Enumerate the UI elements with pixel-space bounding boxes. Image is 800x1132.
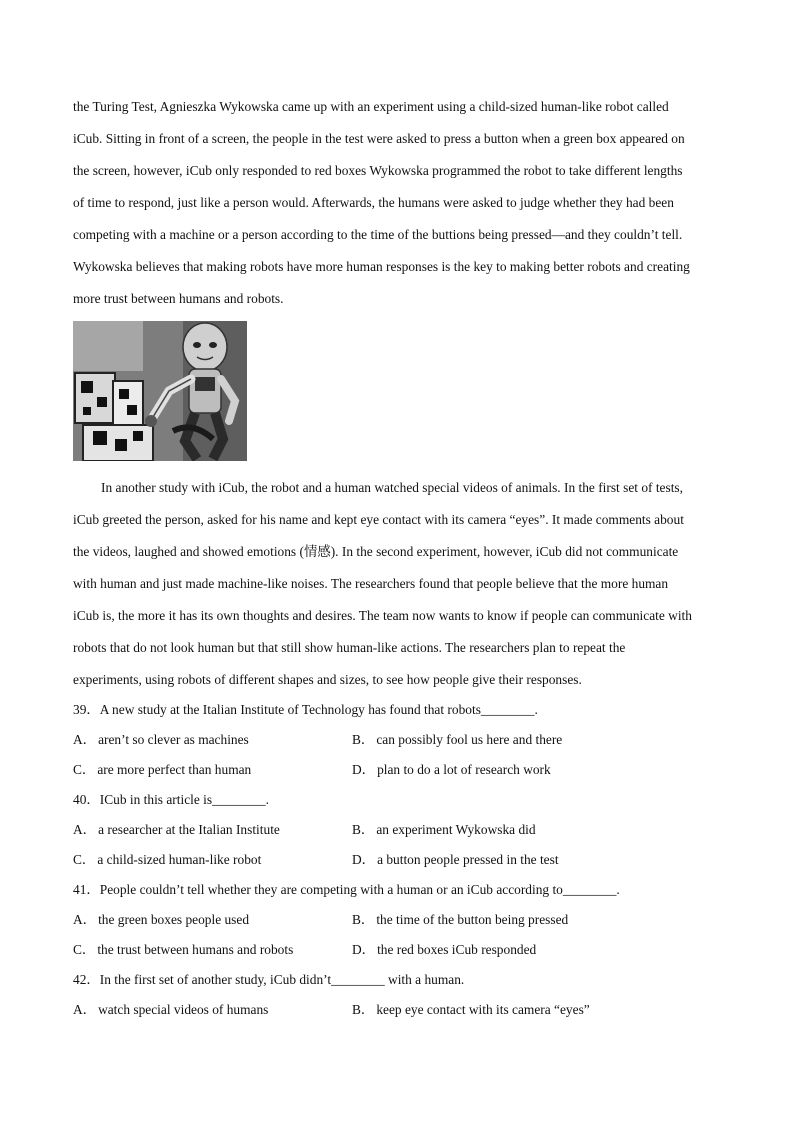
option-text: a child-sized human-like robot bbox=[97, 852, 262, 867]
option-letter: C． bbox=[73, 762, 96, 777]
question-40-option-b[interactable] bbox=[352, 821, 536, 839]
passage-line: the screen, however, iCub only responded to red boxes Wykowska programmed the robot to take different lengths bbox=[73, 163, 683, 178]
option-letter: B． bbox=[352, 732, 375, 747]
option-text: can possibly fool us here and there bbox=[376, 732, 563, 747]
question-41-option-d[interactable] bbox=[352, 941, 536, 959]
option-letter: D． bbox=[352, 762, 376, 777]
passage-line: the videos, laughed and showed emotions (情感). In the second experiment, however, iCub did not communicate bbox=[73, 544, 679, 559]
option-letter: D． bbox=[352, 852, 376, 867]
question-41-stem: 41．People couldn’t tell whether they are competing with a human or an iCub according to________. bbox=[73, 882, 620, 897]
question-39-option-a[interactable] bbox=[73, 731, 249, 749]
option-letter: A． bbox=[73, 732, 97, 747]
option-text: the green boxes people used bbox=[98, 912, 250, 927]
option-text: a button people pressed in the test bbox=[377, 852, 559, 867]
passage-line: of time to respond, just like a person would. Afterwards, the humans were asked to judge whether they had been bbox=[73, 195, 674, 210]
option-text: the red boxes iCub responded bbox=[377, 942, 537, 957]
question-39-option-d[interactable] bbox=[352, 761, 551, 779]
option-letter: D． bbox=[352, 942, 376, 957]
option-text: keep eye contact with its camera “eyes” bbox=[376, 1002, 590, 1017]
icub-robot-photo bbox=[73, 321, 247, 461]
option-text: aren’t so clever as machines bbox=[98, 732, 249, 747]
question-42-stem: 42．In the first set of another study, iCub didn’t________ with a human. bbox=[73, 972, 465, 987]
question-39-option-b[interactable] bbox=[352, 731, 562, 749]
passage-line: with human and just made machine-like noises. The researchers found that people believe that the more human bbox=[73, 576, 669, 591]
option-letter: A． bbox=[73, 912, 97, 927]
question-42-option-b[interactable] bbox=[352, 1001, 590, 1019]
option-text: are more perfect than human bbox=[97, 762, 252, 777]
option-text: a researcher at the Italian Institute bbox=[98, 822, 280, 837]
option-letter: C． bbox=[73, 852, 96, 867]
option-text: the time of the button being pressed bbox=[376, 912, 569, 927]
question-41-option-b[interactable] bbox=[352, 911, 568, 929]
passage-line: iCub greeted the person, asked for his name and kept eye contact with its camera “eyes”. It made comments about bbox=[73, 512, 684, 527]
passage-line: iCub is, the more it has its own thoughts and desires. The team now wants to know if people can communicate with bbox=[73, 608, 692, 623]
question-40-option-d[interactable] bbox=[352, 851, 559, 869]
question-41-option-a[interactable] bbox=[73, 911, 249, 929]
passage-line: experiments, using robots of different shapes and sizes, to see how people give their responses. bbox=[73, 672, 582, 687]
option-letter: A． bbox=[73, 1002, 97, 1017]
question-40-option-c[interactable] bbox=[73, 851, 261, 869]
option-letter: B． bbox=[352, 822, 375, 837]
passage-line: competing with a machine or a person according to the time of the buttions being pressed—and they couldn’t tell. bbox=[73, 227, 683, 242]
question-39-stem: 39．A new study at the Italian Institute of Technology has found that robots________. bbox=[73, 702, 538, 717]
passage-line: more trust between humans and robots. bbox=[73, 291, 284, 306]
question-40-stem: 40．ICub in this article is________. bbox=[73, 792, 270, 807]
passage-line: In another study with iCub, the robot and a human watched special videos of animals. In the first set of tests, bbox=[101, 480, 683, 495]
option-letter: B． bbox=[352, 912, 375, 927]
option-text: plan to do a lot of research work bbox=[377, 762, 551, 777]
option-text: watch special videos of humans bbox=[98, 1002, 269, 1017]
option-letter: C． bbox=[73, 942, 96, 957]
question-42-option-a[interactable] bbox=[73, 1001, 268, 1019]
passage-line: the Turing Test, Agnieszka Wykowska came up with an experiment using a child-sized human-like robot called bbox=[73, 99, 669, 114]
option-text: an experiment Wykowska did bbox=[376, 822, 536, 837]
option-letter: B． bbox=[352, 1002, 375, 1017]
option-text: the trust between humans and robots bbox=[97, 942, 294, 957]
question-40-option-a[interactable] bbox=[73, 821, 280, 839]
passage-line: iCub. Sitting in front of a screen, the people in the test were asked to press a button when a green box appeared on bbox=[73, 131, 685, 146]
question-41-option-c[interactable] bbox=[73, 941, 293, 959]
passage-line: robots that do not look human but that still show human-like actions. The researchers plan to repeat the bbox=[73, 640, 626, 655]
passage-line: Wykowska believes that making robots have more human responses is the key to making better robots and creating bbox=[73, 259, 690, 274]
option-letter: A． bbox=[73, 822, 97, 837]
question-39-option-c[interactable] bbox=[73, 761, 251, 779]
